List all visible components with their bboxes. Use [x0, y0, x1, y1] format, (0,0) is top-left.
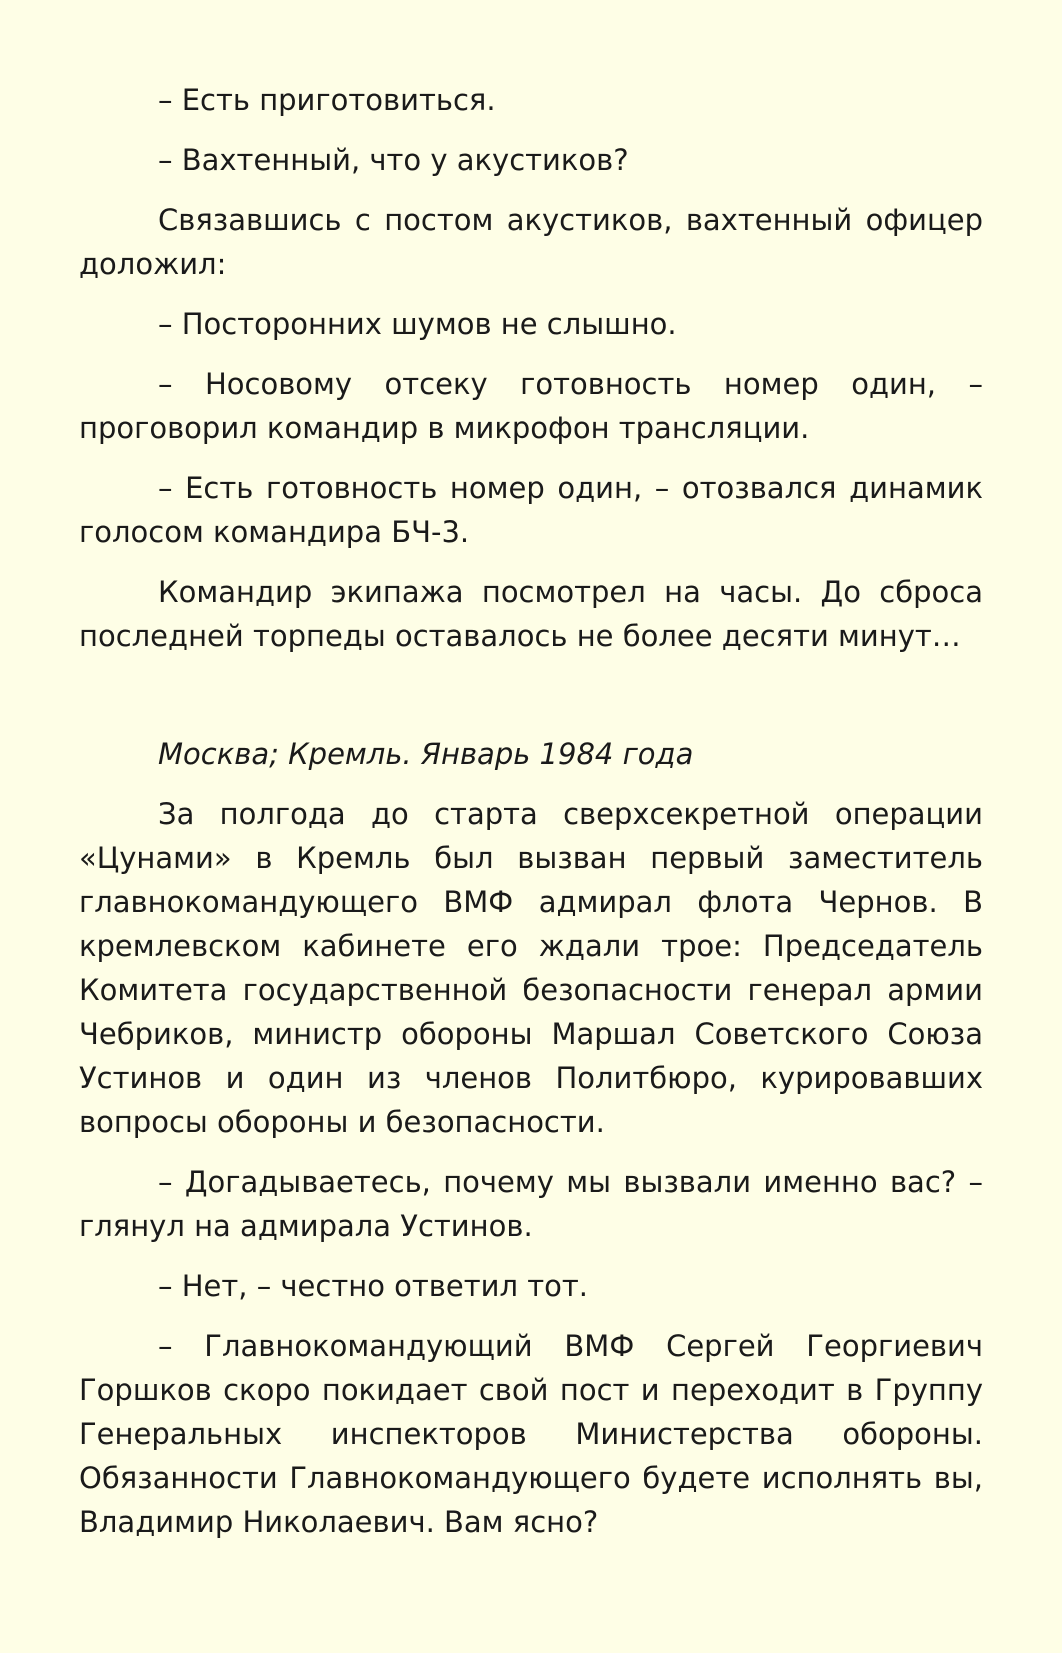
paragraph: – Есть приготовиться.: [158, 83, 496, 117]
paragraph: – Носовому отсеку готовность номер один, – проговорил командир в микрофон трансляции.: [79, 367, 983, 445]
paragraph: – Посторонних шумов не слышно.: [158, 307, 677, 341]
paragraph: Связавшись с постом акустиков, вахтенный офицер доложил:: [79, 203, 983, 281]
paragraph: За полгода до старта сверхсекретной операции «Цунами» в Кремль был вызван первый заместитель главнокомандующего ВМФ адмирал флота Чернов. В кремлевском кабинете его ждали трое: Председатель Комитета государственной безопасности генерал армии Чебриков, министр обороны Маршал Советского Союза Устинов и один из членов Политбюро, курировавших вопросы обороны и безопасности.: [79, 797, 983, 1139]
section-heading: Москва; Кремль. Январь 1984 года: [158, 737, 694, 771]
paragraph: – Вахтенный, что у акустиков?: [158, 143, 629, 177]
paragraph: – Главнокомандующий ВМФ Сергей Георгиевич Горшков скоро покидает свой пост и переходит в Группу Генеральных инспекторов Министерства обороны. Обязанности Главнокомандующего будете исполнять вы, Владимир Николаевич. Вам ясно?: [79, 1329, 983, 1539]
paragraph: – Есть готовность номер один, – отозвался динамик голосом командира БЧ-3.: [79, 471, 983, 549]
paragraph: Командир экипажа посмотрел на часы. До сброса последней торпеды оставалось не более десяти минут…: [79, 575, 983, 653]
paragraph: – Нет, – честно ответил тот.: [158, 1269, 588, 1303]
paragraph: – Догадываетесь, почему мы вызвали именно вас? – глянул на адмирала Устинов.: [79, 1165, 983, 1243]
